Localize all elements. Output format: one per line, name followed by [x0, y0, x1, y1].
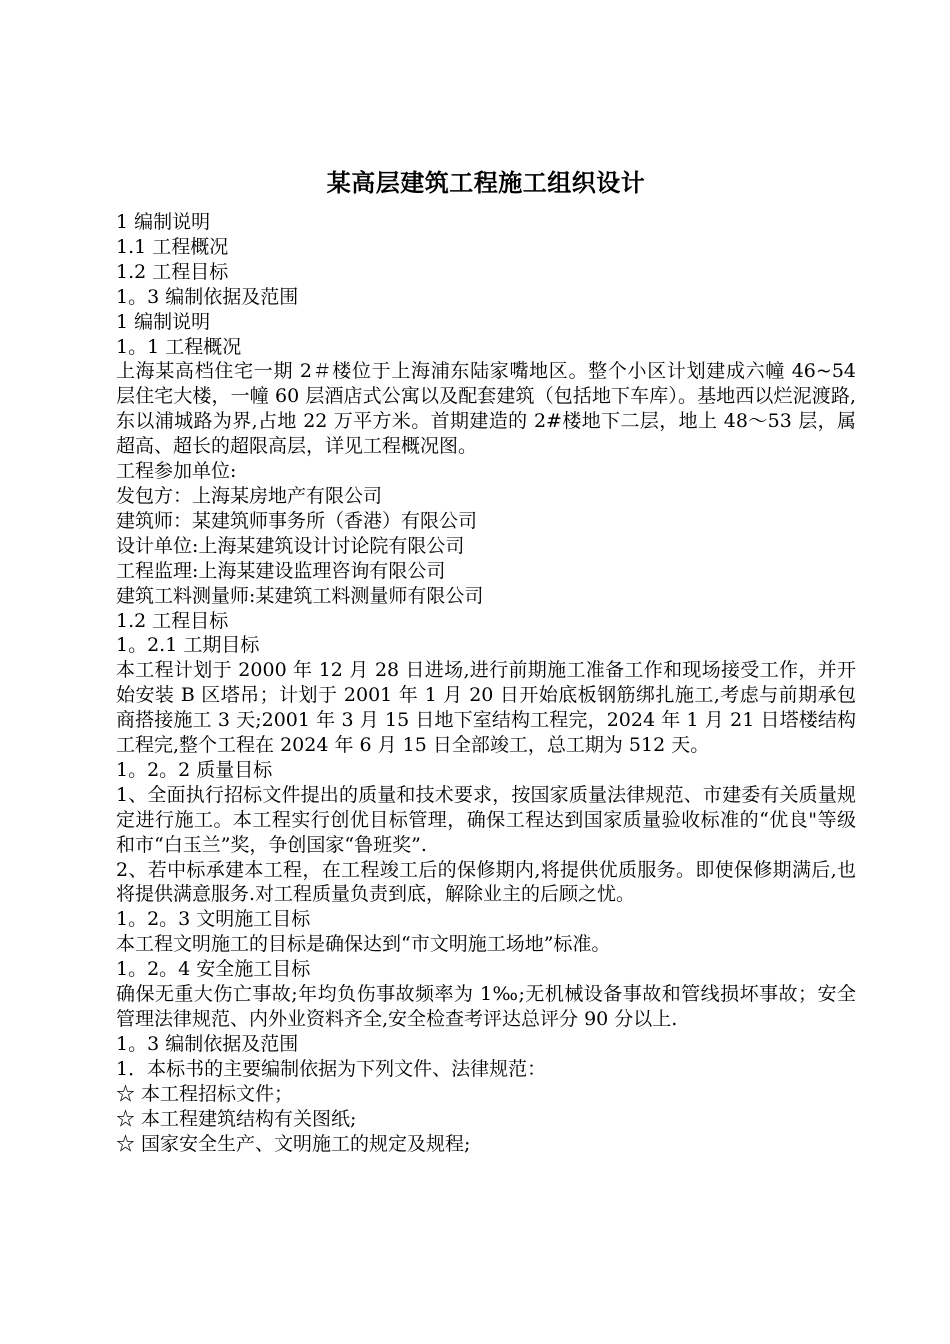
participants-heading: 工程参加单位:	[116, 460, 237, 483]
section-heading-1-2-2: 1。2。2 质量目标	[116, 758, 273, 781]
participant-supervisor: 工程监理:上海某建设监理咨询有限公司	[116, 559, 446, 582]
toc-item-1: 1 编制说明	[116, 211, 211, 233]
participant-architect: 建筑师：某建筑师事务所（香港）有限公司	[116, 509, 478, 532]
schedule-paragraph: 本工程计划于 2000 年 12 月 28 日进场,进行前期施工准备工作和现场接受工作，并开始安装 B 区塔吊；计划于 2001 年 1 月 20 日开始底板钢筋绑扎施工,考虑与前期承包商搭接施工 3 天;2001 年 3 月 15 日地下室结构工程完，2024 年 1 月 21 日塔楼结构工程完,整个工程在 2024 年 6 月 15 日全部竣工，总工期为 512 天。	[116, 659, 856, 757]
toc-item-1-3: 1。3 编制依据及范围	[116, 285, 299, 308]
basis-list-item: ☆ 本工程建筑结构有关图纸;	[116, 1107, 357, 1130]
section-heading-1-2-4: 1。2。4 安全施工目标	[116, 958, 311, 981]
document-page	[116, 168, 856, 1156]
section-heading-1-2: 1.2 工程目标	[116, 609, 229, 632]
document-title: 某高层建筑工程施工组织设计	[326, 168, 646, 197]
participant-surveyor: 建筑工料测量师:某建筑工料测量师有限公司	[116, 584, 484, 607]
toc-item-1-1: 1.1 工程概况	[116, 235, 229, 258]
basis-list-item: ☆ 国家安全生产、文明施工的规定及规程;	[116, 1132, 471, 1155]
participant-designer: 设计单位:上海某建筑设计讨论院有限公司	[116, 534, 465, 557]
section-heading-1-1: 1。1 工程概况	[116, 335, 242, 358]
quality-paragraph-2: 2、若中标承建本工程，在工程竣工后的保修期内,将提供优质服务。即使保修期满后,也将提供满意服务.对工程质量负责到底，解除业主的后顾之忧。	[116, 858, 856, 906]
civilized-construction-paragraph: 本工程文明施工的目标是确保达到“市文明施工场地”标准。	[116, 933, 611, 956]
section-heading-1-3: 1。3 编制依据及范围	[116, 1032, 299, 1055]
safety-paragraph: 确保无重大伤亡事故;年均负伤事故频率为 1‰;无机械设备事故和管线损坏事故；安全管理法律规范、内外业资料齐全,安全检查考评达总评分 90 分以上.	[116, 983, 856, 1030]
quality-paragraph-1: 1、全面执行招标文件提出的质量和技术要求，按国家质量法律规范、市建委有关质量规定进行施工。本工程实行创优目标管理，确保工程达到国家质量验收标准的“优良"等级和市“白玉兰”奖，争创国家“鲁班奖”.	[116, 783, 856, 856]
project-overview-paragraph: 上海某高档住宅一期 2＃楼位于上海浦东陆家嘴地区。整个小区计划建成六幢 46~54 层住宅大楼，一幢 60 层酒店式公寓以及配套建筑（包括地下车库）。基地西以烂泥渡路,东以浦城路为界,占地 22 万平方米。首期建造的 2#楼地下二层，地上 48～53 层，属超高、超长的超限高层，详见工程概况图。	[116, 360, 856, 458]
participant-employer: 发包方：上海某房地产有限公司	[116, 484, 383, 507]
section-heading-1-2-3: 1。2。3 文明施工目标	[116, 908, 311, 931]
section-heading-1-2-1: 1。2.1 工期目标	[116, 634, 260, 657]
section-heading-1: 1 编制说明	[116, 310, 211, 333]
basis-intro: 1．本标书的主要编制依据为下列文件、法律规范：	[116, 1057, 547, 1080]
toc-item-1-2: 1.2 工程目标	[116, 260, 229, 283]
basis-list-item: ☆ 本工程招标文件；	[116, 1082, 294, 1105]
